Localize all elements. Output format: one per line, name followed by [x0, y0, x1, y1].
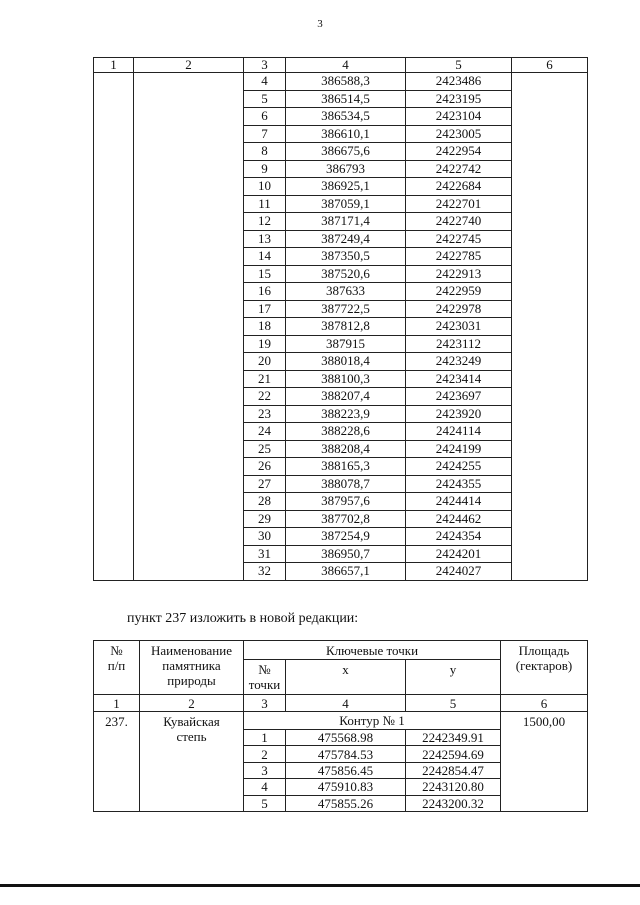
x-cell: 387957,6	[286, 493, 406, 511]
x-cell: 387812,8	[286, 318, 406, 336]
y-cell: 2424414	[406, 493, 512, 511]
point-number-cell: 19	[244, 335, 286, 353]
y-cell: 2423104	[406, 108, 512, 126]
x-cell: 388100,3	[286, 370, 406, 388]
header-y: y	[406, 660, 501, 695]
entry-area: 1500,00	[501, 712, 588, 812]
y-cell: 2423249	[406, 353, 512, 371]
y-cell: 2423697	[406, 388, 512, 406]
x-cell: 387171,4	[286, 213, 406, 231]
header-area-label: Площадь (гектаров)	[515, 643, 573, 673]
x-cell: 387915	[286, 335, 406, 353]
point-number-cell: 16	[244, 283, 286, 301]
y-cell: 2423031	[406, 318, 512, 336]
y-cell: 2242349.91	[406, 730, 501, 746]
point-number-cell: 27	[244, 475, 286, 493]
header-number	[94, 641, 140, 695]
y-cell: 2422978	[406, 300, 512, 318]
x-cell: 386610,1	[286, 125, 406, 143]
x-cell: 475910.83	[286, 779, 406, 795]
x-cell: 388223,9	[286, 405, 406, 423]
point-number-cell: 10	[244, 178, 286, 196]
x-cell: 386950,7	[286, 545, 406, 563]
column-number: 6	[512, 58, 588, 73]
header-number-label: № п/п	[107, 643, 126, 673]
x-cell: 387633	[286, 283, 406, 301]
point-number-cell: 26	[244, 458, 286, 476]
point-number-cell: 30	[244, 528, 286, 546]
point-number-cell: 7	[244, 125, 286, 143]
y-cell: 2424355	[406, 475, 512, 493]
point-number-cell: 31	[244, 545, 286, 563]
y-cell: 2424027	[406, 563, 512, 581]
point-number-cell: 21	[244, 370, 286, 388]
point-number-cell: 20	[244, 353, 286, 371]
x-cell: 387702,8	[286, 510, 406, 528]
header-area	[501, 641, 588, 695]
y-cell: 2424199	[406, 440, 512, 458]
point-number-cell: 12	[244, 213, 286, 231]
header-point-number-label: № точки	[248, 662, 281, 692]
entry-number: 237.	[94, 712, 140, 812]
column-number: 5	[406, 695, 501, 712]
point-number-cell: 8	[244, 143, 286, 161]
x-cell: 388208,4	[286, 440, 406, 458]
point-number-cell: 5	[244, 90, 286, 108]
point-number-cell: 5	[244, 795, 286, 811]
y-cell: 2422954	[406, 143, 512, 161]
y-cell: 2423920	[406, 405, 512, 423]
column-number: 6	[501, 695, 588, 712]
point-number-cell: 3	[244, 762, 286, 778]
entry-name-label: Кувайская степь	[163, 714, 220, 744]
column-number: 3	[244, 695, 286, 712]
y-cell: 2424354	[406, 528, 512, 546]
y-cell: 2423486	[406, 73, 512, 91]
column-number: 4	[286, 695, 406, 712]
x-cell: 386925,1	[286, 178, 406, 196]
point-number-cell: 22	[244, 388, 286, 406]
point-number-cell: 6	[244, 108, 286, 126]
point-number-cell: 32	[244, 563, 286, 581]
column-number: 1	[94, 58, 134, 73]
y-cell: 2422745	[406, 230, 512, 248]
x-cell: 386534,5	[286, 108, 406, 126]
header-row	[94, 641, 588, 660]
point-number-cell: 28	[244, 493, 286, 511]
point-number-cell: 4	[244, 779, 286, 795]
spanned-col-2	[134, 73, 244, 581]
y-cell: 2423195	[406, 90, 512, 108]
column-number: 5	[406, 58, 512, 73]
point-number-cell: 11	[244, 195, 286, 213]
y-cell: 2242594.69	[406, 746, 501, 762]
header-point-number	[244, 660, 286, 695]
x-cell: 388228,6	[286, 423, 406, 441]
x-cell: 387249,4	[286, 230, 406, 248]
column-number: 3	[244, 58, 286, 73]
y-cell: 2422913	[406, 265, 512, 283]
x-cell: 475568.98	[286, 730, 406, 746]
y-cell: 2424201	[406, 545, 512, 563]
amendment-instruction: пункт 237 изложить в новой редакции:	[127, 611, 359, 626]
x-cell: 387350,5	[286, 248, 406, 266]
x-cell: 388018,4	[286, 353, 406, 371]
contour-label: Контур № 1	[244, 712, 501, 730]
x-cell: 387059,1	[286, 195, 406, 213]
x-cell: 386793	[286, 160, 406, 178]
column-number-row	[94, 58, 588, 73]
column-number: 2	[140, 695, 244, 712]
x-cell: 388207,4	[286, 388, 406, 406]
header-key-points: Ключевые точки	[244, 641, 501, 660]
spanned-col-1	[94, 73, 134, 581]
y-cell: 2422684	[406, 178, 512, 196]
x-cell: 386675,6	[286, 143, 406, 161]
table-row	[94, 73, 588, 91]
y-cell: 2423005	[406, 125, 512, 143]
x-cell: 387254,9	[286, 528, 406, 546]
y-cell: 2422740	[406, 213, 512, 231]
point-number-cell: 23	[244, 405, 286, 423]
point-number-cell: 18	[244, 318, 286, 336]
column-number: 2	[134, 58, 244, 73]
x-cell: 475855.26	[286, 795, 406, 811]
contour-row	[94, 712, 588, 730]
y-cell: 2422959	[406, 283, 512, 301]
spanned-col-6	[512, 73, 588, 581]
x-cell: 386514,5	[286, 90, 406, 108]
y-cell: 2423414	[406, 370, 512, 388]
column-number-row	[94, 695, 588, 712]
point-number-cell: 1	[244, 730, 286, 746]
point-number-cell: 9	[244, 160, 286, 178]
entry-name	[140, 712, 244, 812]
point-number-cell: 29	[244, 510, 286, 528]
x-cell: 387520,6	[286, 265, 406, 283]
column-number: 1	[94, 695, 140, 712]
footer-rule	[0, 884, 640, 887]
point-number-cell: 25	[244, 440, 286, 458]
coordinates-table-continued	[93, 57, 588, 581]
point-number-cell: 4	[244, 73, 286, 91]
point-number-cell: 13	[244, 230, 286, 248]
y-cell: 2424255	[406, 458, 512, 476]
column-number: 4	[286, 58, 406, 73]
point-number-cell: 17	[244, 300, 286, 318]
y-cell: 2424462	[406, 510, 512, 528]
page-number: 3	[317, 18, 323, 30]
y-cell: 2243200.32	[406, 795, 501, 811]
point-number-cell: 2	[244, 746, 286, 762]
y-cell: 2242854.47	[406, 762, 501, 778]
y-cell: 2424114	[406, 423, 512, 441]
y-cell: 2422742	[406, 160, 512, 178]
x-cell: 387722,5	[286, 300, 406, 318]
header-name-label: Наименование памятника природы	[151, 643, 232, 688]
point-number-cell: 24	[244, 423, 286, 441]
header-x: x	[286, 660, 406, 695]
y-cell: 2423112	[406, 335, 512, 353]
x-cell: 386657,1	[286, 563, 406, 581]
header-name	[140, 641, 244, 695]
point-number-cell: 15	[244, 265, 286, 283]
x-cell: 475784.53	[286, 746, 406, 762]
y-cell: 2422701	[406, 195, 512, 213]
y-cell: 2243120.80	[406, 779, 501, 795]
nature-monument-table	[93, 640, 588, 812]
point-number-cell: 14	[244, 248, 286, 266]
y-cell: 2422785	[406, 248, 512, 266]
x-cell: 388165,3	[286, 458, 406, 476]
x-cell: 475856.45	[286, 762, 406, 778]
x-cell: 386588,3	[286, 73, 406, 91]
x-cell: 388078,7	[286, 475, 406, 493]
